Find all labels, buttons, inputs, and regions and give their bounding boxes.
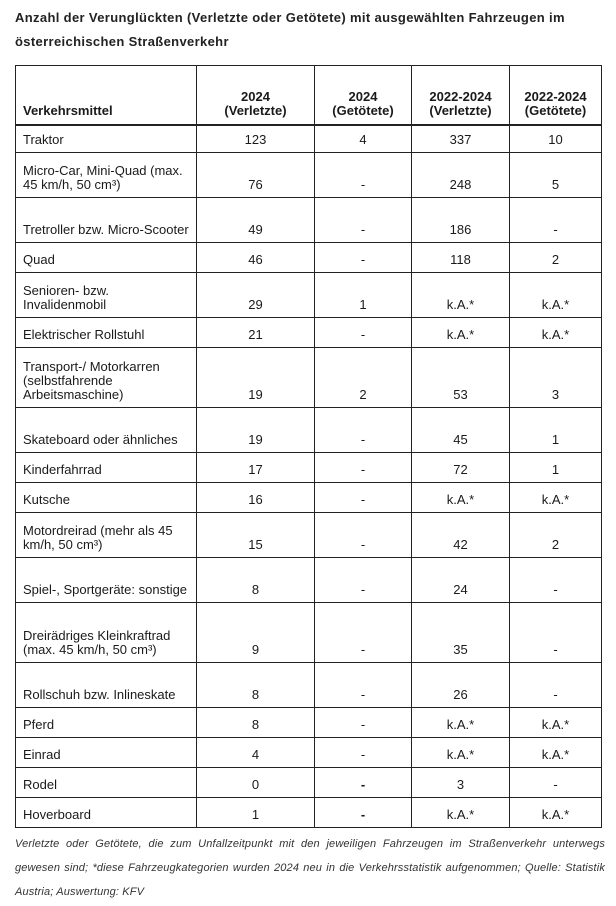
cell-injured-2022-2024: 45: [412, 407, 510, 452]
cell-injured-2022-2024: k.A.*: [412, 797, 510, 827]
header-injured-2022-2024-years: 2022-2024: [429, 89, 492, 104]
cell-injured-2024: 1: [197, 797, 315, 827]
cell-killed-2024: 4: [315, 125, 412, 152]
table-row: [16, 272, 602, 317]
table-row: [16, 737, 602, 767]
header-injured-2024-label: (Verletzte): [224, 103, 287, 118]
cell-vehicle: Pferd: [16, 707, 197, 737]
cell-killed-2024: -: [315, 767, 412, 797]
cell-killed-2024: -: [315, 512, 412, 557]
cell-vehicle: Quad: [16, 242, 197, 272]
cell-vehicle: Traktor: [16, 125, 197, 152]
cell-injured-2024: 46: [197, 242, 315, 272]
cell-killed-2022-2024: k.A.*: [510, 707, 602, 737]
cell-vehicle: Motordreirad (mehr als 45 km/h, 50 cm³): [16, 512, 197, 557]
cell-killed-2024: -: [315, 452, 412, 482]
header-killed-2022-2024-label: (Getötete): [524, 103, 587, 118]
cell-injured-2024: 0: [197, 767, 315, 797]
header-killed-2024-year: 2024: [348, 89, 378, 104]
cell-vehicle: Kutsche: [16, 482, 197, 512]
cell-injured-2024: 76: [197, 152, 315, 197]
table-header-row: [16, 66, 602, 126]
cell-injured-2024: 8: [197, 557, 315, 602]
cell-injured-2022-2024: 72: [412, 452, 510, 482]
cell-vehicle: Rodel: [16, 767, 197, 797]
table-row: [16, 512, 602, 557]
cell-vehicle: Spiel-, Sportgeräte: sonstige: [16, 557, 197, 602]
cell-vehicle: Hoverboard: [16, 797, 197, 827]
cell-injured-2022-2024: k.A.*: [412, 317, 510, 347]
cell-killed-2024: -: [315, 482, 412, 512]
header-killed-2022-2024: [510, 66, 602, 126]
cell-injured-2024: 21: [197, 317, 315, 347]
cell-killed-2022-2024: 2: [510, 242, 602, 272]
cell-killed-2024: -: [315, 242, 412, 272]
cell-killed-2022-2024: 3: [510, 347, 602, 407]
cell-injured-2024: 49: [197, 197, 315, 242]
cell-injured-2024: 17: [197, 452, 315, 482]
cell-injured-2024: 29: [197, 272, 315, 317]
cell-vehicle: Senioren- bzw. Invalidenmobil: [16, 272, 197, 317]
accident-statistics-table: [15, 65, 602, 828]
cell-killed-2024: -: [315, 317, 412, 347]
header-injured-2024-year: 2024: [241, 89, 270, 104]
table-row: [16, 242, 602, 272]
cell-killed-2022-2024: k.A.*: [510, 482, 602, 512]
cell-vehicle: Transport-/ Motorkarren (selbstfahrende Arbeitsmaschine): [16, 347, 197, 407]
header-injured-2022-2024-label: (Verletzte): [429, 103, 492, 118]
table-row: [16, 152, 602, 197]
cell-killed-2022-2024: 10: [510, 125, 602, 152]
footnote: Verletzte oder Getötete, die zum Unfallzeitpunkt mit den jeweiligen Fahrzeugen im Straßenverkehr unterwegs gewesen sind; *diese Fahrzeugkategorien wurden 2024 neu in die Verkehrsstatistik aufgenommen; Quelle: Statistik Austria; Auswertung: KFV: [15, 838, 605, 898]
cell-vehicle: Dreirädriges Kleinkraftrad (max. 45 km/h, 50 cm³): [16, 602, 197, 662]
table-row: [16, 125, 602, 152]
cell-killed-2022-2024: 1: [510, 452, 602, 482]
cell-injured-2022-2024: 248: [412, 152, 510, 197]
cell-injured-2024: 8: [197, 707, 315, 737]
cell-injured-2022-2024: 26: [412, 662, 510, 707]
header-killed-2024: [315, 66, 412, 126]
cell-vehicle: Einrad: [16, 737, 197, 767]
table-row: [16, 317, 602, 347]
cell-injured-2022-2024: 42: [412, 512, 510, 557]
cell-killed-2022-2024: -: [510, 557, 602, 602]
cell-killed-2022-2024: k.A.*: [510, 737, 602, 767]
table-row: [16, 557, 602, 602]
cell-killed-2022-2024: -: [510, 662, 602, 707]
cell-injured-2022-2024: 35: [412, 602, 510, 662]
table-row: [16, 602, 602, 662]
cell-injured-2024: 123: [197, 125, 315, 152]
cell-killed-2022-2024: 2: [510, 512, 602, 557]
cell-vehicle: Rollschuh bzw. Inlineskate: [16, 662, 197, 707]
header-killed-2022-2024-years: 2022-2024: [524, 89, 587, 104]
cell-vehicle: Elektrischer Rollstuhl: [16, 317, 197, 347]
cell-injured-2024: 9: [197, 602, 315, 662]
cell-killed-2024: -: [315, 557, 412, 602]
cell-killed-2024: 2: [315, 347, 412, 407]
cell-killed-2022-2024: k.A.*: [510, 272, 602, 317]
cell-killed-2024: -: [315, 197, 412, 242]
cell-killed-2024: -: [315, 407, 412, 452]
table-row: [16, 197, 602, 242]
cell-killed-2024: -: [315, 737, 412, 767]
cell-injured-2022-2024: 186: [412, 197, 510, 242]
cell-killed-2022-2024: -: [510, 767, 602, 797]
cell-injured-2022-2024: k.A.*: [412, 737, 510, 767]
cell-injured-2024: 4: [197, 737, 315, 767]
cell-injured-2022-2024: 3: [412, 767, 510, 797]
cell-injured-2022-2024: 24: [412, 557, 510, 602]
header-injured-2024: [197, 66, 315, 126]
cell-injured-2022-2024: 53: [412, 347, 510, 407]
header-injured-2022-2024: [412, 66, 510, 126]
cell-injured-2024: 8: [197, 662, 315, 707]
cell-injured-2022-2024: k.A.*: [412, 707, 510, 737]
table-row: [16, 662, 602, 707]
cell-injured-2022-2024: 337: [412, 125, 510, 152]
cell-killed-2022-2024: k.A.*: [510, 317, 602, 347]
cell-injured-2022-2024: k.A.*: [412, 482, 510, 512]
cell-injured-2022-2024: 118: [412, 242, 510, 272]
table-row: [16, 482, 602, 512]
cell-vehicle: Tretroller bzw. Micro-Scooter: [16, 197, 197, 242]
cell-killed-2024: -: [315, 152, 412, 197]
table-row: [16, 797, 602, 827]
cell-killed-2024: 1: [315, 272, 412, 317]
cell-vehicle: Kinderfahrrad: [16, 452, 197, 482]
header-vehicle: Verkehrsmittel: [16, 66, 197, 126]
cell-injured-2024: 15: [197, 512, 315, 557]
cell-killed-2022-2024: k.A.*: [510, 797, 602, 827]
cell-killed-2024: -: [315, 662, 412, 707]
table-row: [16, 707, 602, 737]
cell-injured-2024: 19: [197, 347, 315, 407]
header-killed-2024-label: (Getötete): [332, 103, 394, 118]
document-title: Anzahl der Verunglückten (Verletzte oder Getötete) mit ausgewählten Fahrzeugen im österreichischen Straßenverkehr: [15, 10, 565, 49]
cell-injured-2024: 16: [197, 482, 315, 512]
table-row: [16, 347, 602, 407]
table-row: [16, 767, 602, 797]
cell-vehicle: Skateboard oder ähnliches: [16, 407, 197, 452]
cell-killed-2024: -: [315, 707, 412, 737]
cell-killed-2022-2024: 5: [510, 152, 602, 197]
cell-killed-2022-2024: 1: [510, 407, 602, 452]
table-row: [16, 452, 602, 482]
cell-killed-2024: -: [315, 797, 412, 827]
cell-killed-2022-2024: -: [510, 197, 602, 242]
cell-killed-2024: -: [315, 602, 412, 662]
table-row: [16, 407, 602, 452]
cell-vehicle: Micro-Car, Mini-Quad (max. 45 km/h, 50 cm³): [16, 152, 197, 197]
cell-killed-2022-2024: -: [510, 602, 602, 662]
cell-injured-2022-2024: k.A.*: [412, 272, 510, 317]
cell-injured-2024: 19: [197, 407, 315, 452]
